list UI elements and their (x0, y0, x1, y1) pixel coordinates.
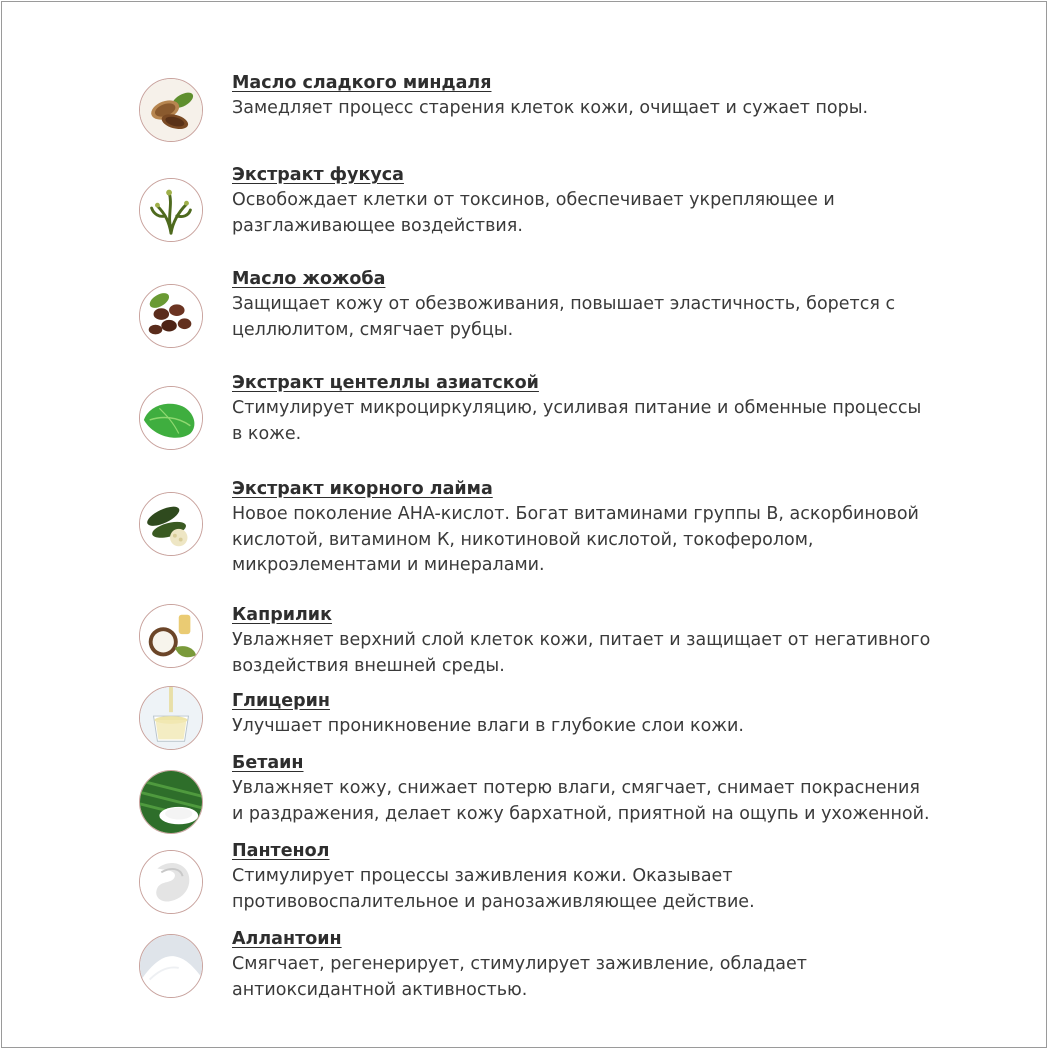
ingredient-title: Пантенол (232, 841, 330, 861)
centella-leaf-icon (139, 386, 203, 450)
ingredient-title: Масло сладкого миндаля (232, 73, 492, 93)
ingredient-title: Каприлик (232, 605, 332, 625)
ingredient-description: Новое поколение AHA-кислот. Богат витаминами группы В, аскорбиновой кислотой, витамином К, никотиновой кислотой, токоферолом, микроэлементами и минералами. (232, 504, 919, 575)
ingredient-description: Смягчает, регенерирует, стимулирует заживление, обладает антиоксидантной активностью. (232, 954, 807, 1000)
betaine-icon (139, 770, 203, 834)
ingredient-description: Стимулирует процессы заживления кожи. Оказывает противовоспалительное и ранозаживляющее действие. (232, 866, 755, 912)
cream-icon (139, 850, 203, 914)
ingredient-title: Экстракт центеллы азиатской (232, 373, 539, 393)
ingredient-description: Стимулирует микроциркуляцию, усиливая питание и обменные процессы в коже. (232, 398, 922, 444)
ingredient-title: Глицерин (232, 691, 330, 711)
ingredient-description: Защищает кожу от обезвоживания, повышает эластичность, борется с целлюлитом, смягчает рубцы. (232, 294, 896, 340)
almond-icon (139, 78, 203, 142)
ingredient-description: Замедляет процесс старения клеток кожи, очищает и сужает поры. (232, 98, 869, 118)
ingredient-title: Экстракт фукуса (232, 165, 404, 185)
ingredient-description: Освобождает клетки от токсинов, обеспечивает укрепляющее и разглаживающее воздействия. (232, 190, 835, 236)
glycerin-icon (139, 686, 203, 750)
powder-icon (139, 934, 203, 998)
ingredients-panel (1, 1, 1047, 1048)
ingredient-title: Аллантоин (232, 929, 342, 949)
ingredient-title: Экстракт икорного лайма (232, 479, 493, 499)
jojoba-seeds-icon (139, 284, 203, 348)
coconut-icon (139, 604, 203, 668)
finger-lime-icon (139, 492, 203, 556)
ingredient-title: Масло жожоба (232, 269, 386, 289)
seaweed-icon (139, 178, 203, 242)
ingredient-description: Улучшает проникновение влаги в глубокие слои кожи. (232, 716, 744, 736)
ingredient-description: Увлажняет верхний слой клеток кожи, питает и защищает от негативного воздействия внешней среды. (232, 630, 931, 676)
ingredient-description: Увлажняет кожу, снижает потерю влаги, смягчает, снимает покраснения и раздражения, делает кожу бархатной, приятной на ощупь и ухоженной. (232, 778, 930, 824)
ingredient-title: Бетаин (232, 753, 304, 773)
